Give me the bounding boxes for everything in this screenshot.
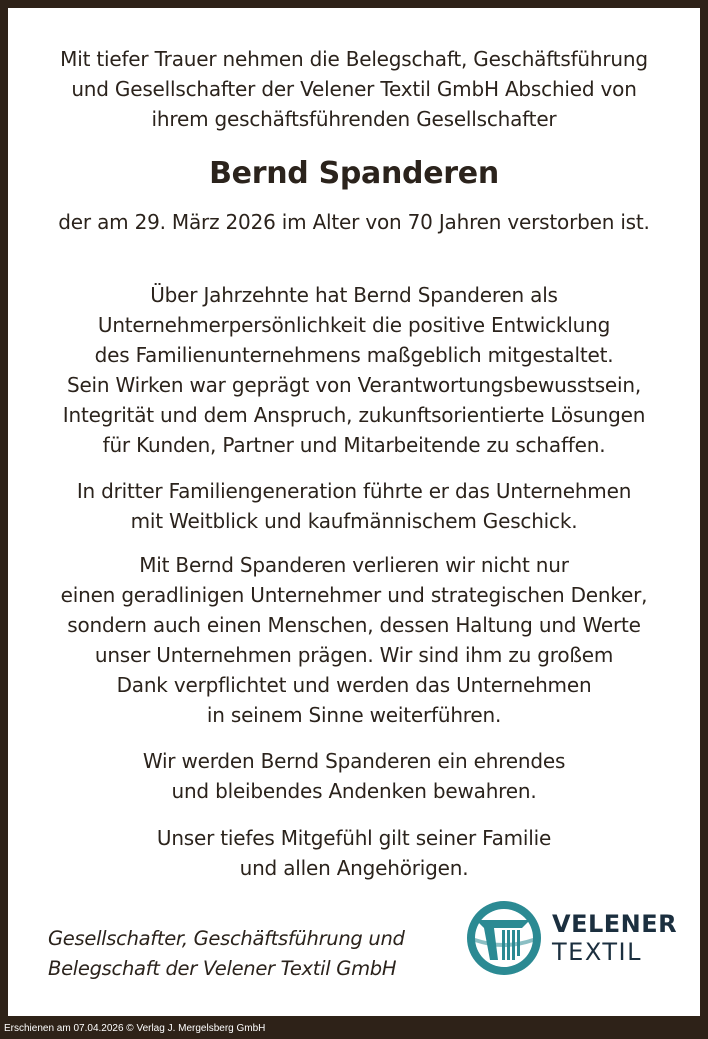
paragraph-line: In dritter Familiengeneration führte er das Unternehmen (76, 479, 632, 503)
signature-line: Belegschaft der Velener Textil GmbH (48, 957, 397, 980)
company-logo (464, 898, 684, 978)
paragraph-line: für Kunden, Partner und Mitarbeitende zu schaffen. (102, 433, 606, 457)
logo-wordmark-top: VELENER (552, 910, 678, 938)
paragraph-line: Über Jahrzehnte hat Bernd Spanderen als (150, 283, 558, 307)
paragraph-condolence (8, 823, 700, 883)
logo-wordmark-bottom: TEXTIL (552, 938, 642, 966)
paragraph-line: in seinem Sinne weiterführen. (206, 703, 502, 727)
paragraph-memory (8, 746, 700, 806)
paragraph-generation (8, 476, 700, 536)
intro-line: ihrem geschäftsführenden Gesellschafter (151, 107, 557, 131)
signature (48, 924, 405, 984)
paragraph-line: unser Unternehmen prägen. Wir sind ihm zu großem (94, 643, 614, 667)
velener-textil-logo-icon (464, 898, 544, 978)
death-line (8, 207, 700, 237)
obituary-card (8, 8, 700, 1016)
paragraph-line: des Familienunternehmens maßgeblich mitgestaltet. (94, 343, 614, 367)
paragraph-tribute (8, 550, 700, 730)
paragraph-line: mit Weitblick und kaufmännischem Geschick. (130, 509, 578, 533)
paragraph-line: und bleibendes Andenken bewahren. (171, 779, 537, 803)
paragraph-line: Dank verpflichtet und werden das Unternehmen (116, 673, 592, 697)
intro-line: Mit tiefer Trauer nehmen die Belegschaft, Geschäftsführung (60, 47, 648, 71)
death-line-text: der am 29. März 2026 im Alter von 70 Jahren verstorben ist. (58, 210, 650, 234)
deceased-name: Bernd Spanderen (209, 156, 499, 191)
publication-footer: Erschienen am 07.04.2026 © Verlag J. Mergelsberg GmbH (4, 1023, 266, 1034)
paragraph-line: Unser tiefes Mitgefühl gilt seiner Familie (156, 826, 552, 850)
intro-text (8, 44, 700, 134)
paragraph-line: Integrität und dem Anspruch, zukunftsorientierte Lösungen (62, 403, 646, 427)
paragraph-line: Wir werden Bernd Spanderen ein ehrendes (142, 749, 566, 773)
paragraph-line: Unternehmerpersönlichkeit die positive Entwicklung (97, 313, 611, 337)
paragraph-line: einen geradlinigen Unternehmer und strategischen Denker, (60, 583, 648, 607)
signature-line: Gesellschafter, Geschäftsführung und (48, 927, 405, 950)
paragraph-line: Sein Wirken war geprägt von Verantwortungsbewusstsein, (66, 373, 642, 397)
paragraph-line: und allen Angehörigen. (239, 856, 469, 880)
paragraph-career (8, 280, 700, 460)
paragraph-line: Mit Bernd Spanderen verlieren wir nicht nur (139, 553, 569, 577)
paragraph-line: sondern auch einen Menschen, dessen Haltung und Werte (67, 613, 641, 637)
intro-line: und Gesellschafter der Velener Textil GmbH Abschied von (71, 77, 637, 101)
